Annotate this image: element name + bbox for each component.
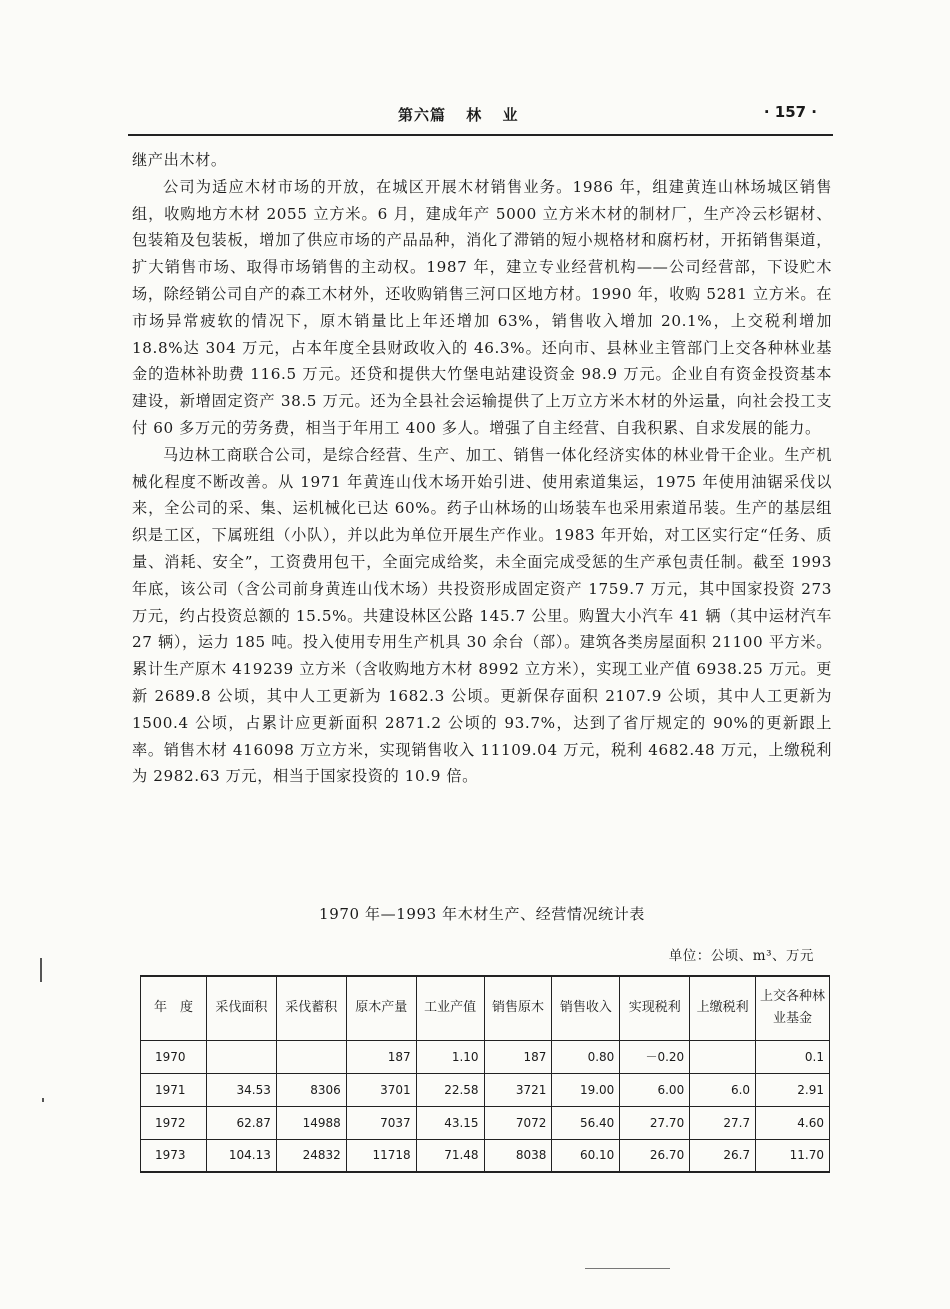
col-header-harvest-volume: 采伐蓄积 — [276, 976, 346, 1040]
cell-sales-revenue: 0.80 — [552, 1040, 620, 1073]
cell-profit-tax: 26.70 — [620, 1139, 690, 1172]
cell-profit-tax: －0.20 — [620, 1040, 690, 1073]
scan-artifact-line — [585, 1268, 670, 1269]
col-header-sales-revenue: 销售收入 — [552, 976, 620, 1040]
page-header — [128, 100, 833, 136]
cell-logs-sold: 187 — [484, 1040, 552, 1073]
cell-harvest-volume: 14988 — [276, 1106, 346, 1139]
cell-industrial-value: 71.48 — [416, 1139, 484, 1172]
paragraph-company-sales: 公司为适应木材市场的开放，在城区开展木材销售业务。1986 年，组建黄连山林场城区销售组，收购地方木材 2055 立方米。6 月，建成年产 5000 立方米木材的制材厂，生产冷云杉锯材、包装箱及包装板，增加了供应市场的产品品种，消化了滞销的短小规格材和腐朽材，开拓销售渠道，扩大销售市场、取得市场销售的主动权。1987 年，建立专业经营机构——公司经营部，下设贮木场，除经销公司自产的森工木材外，还收购销售三河口区地方材。1990 年，收购 5281 立方米。在市场异常疲软的情况下，原木销量比上年还增加 63%，销售收入增加 20.1%，上交税利增加 18.8%达 304 万元，占本年度全县财政收入的 46.3%。还向市、县林业主管部门上交各种林业基金的造林补助费 116.5 万元。还贷和提供大竹堡电站建设资金 98.9 万元。企业自有资金投资基本建设，新增固定资产 38.5 万元。还为全县社会运输提供了上万立方米木材的外运量，向社会投工支付 60 多万元的劳务费，相当于年用工 400 多人。增强了自主经营、自我积累、自求发展的能力。 — [132, 177, 832, 437]
scan-margin-mark — [42, 1098, 44, 1102]
cell-profit-tax: 6.00 — [620, 1073, 690, 1106]
cell-industrial-value: 1.10 — [416, 1040, 484, 1073]
cell-tax-paid: 26.7 — [690, 1139, 756, 1172]
table-row — [141, 1139, 830, 1172]
cell-harvest-area: 34.53 — [206, 1073, 276, 1106]
cell-forestry-fund: 2.91 — [756, 1073, 830, 1106]
body-text — [132, 147, 832, 790]
cell-forestry-fund: 4.60 — [756, 1106, 830, 1139]
table-unit-label: 单位：公顷、m³、万元 — [668, 948, 814, 964]
col-header-logs-sold: 销售原木 — [484, 976, 552, 1040]
col-header-tax-paid: 上缴税利 — [690, 976, 756, 1040]
cell-profit-tax: 27.70 — [620, 1106, 690, 1139]
cell-forestry-fund: 11.70 — [756, 1139, 830, 1172]
chapter-title: 第六篇 林 业 — [398, 106, 519, 124]
paragraph-mabian-company: 马边林工商联合公司，是综合经营、生产、加工、销售一体化经济实体的林业骨干企业。生产机械化程度不断改善。从 1971 年黄连山伐木场开始引进、使用索道集运，1975 年使用油锯采伐以来，全公司的采、集、运机械化已达 60%。药子山林场的山场装车也采用索道吊装。生产的基层组织是工区，下属班组（小队），并以此为单位开展生产作业。1983 年开始，对工区实行定“任务、质量、消耗、安全”，工资费用包干，全面完成给奖，未全面完成受惩的生产承包责任制。截至 1993 年底，该公司（含公司前身黄连山伐木场）共投资形成固定资产 1759.7 万元，其中国家投资 273 万元，约占投资总额的 15.5%。共建设林区公路 145.7 公里。购置大小汽车 41 辆（其中运材汽车 27 辆），运力 185 吨。投入使用专用生产机具 30 余台（部）。建筑各类房屋面积 21100 平方米。累计生产原木 419239 立方米（含收购地方木材 8992 立方米），实现工业产值 6938.25 万元。更新 2689.8 公顷，其中人工更新为 1682.3 公顷。更新保存面积 2107.9 公顷，其中人工更新为 1500.4 公顷，占累计应更新面积 2871.2 公顷的 93.7%，达到了省厅规定的 90%的更新跟上率。销售木材 416098 万立方米，实现销售收入 11109.04 万元，税利 4682.48 万元，上缴税利为 2982.63 万元，相当于国家投资的 10.9 倍。 — [132, 445, 832, 786]
cell-log-output: 7037 — [346, 1106, 416, 1139]
paragraph-continued: 继产出木材。 — [132, 151, 227, 169]
cell-sales-revenue: 56.40 — [552, 1106, 620, 1139]
cell-tax-paid: 27.7 — [690, 1106, 756, 1139]
table-row — [141, 1073, 830, 1106]
cell-forestry-fund: 0.1 — [756, 1040, 830, 1073]
cell-harvest-area: 62.87 — [206, 1106, 276, 1139]
cell-industrial-value: 43.15 — [416, 1106, 484, 1139]
table-row — [141, 1040, 830, 1073]
cell-year: 1970 — [141, 1040, 207, 1073]
cell-year: 1973 — [141, 1139, 207, 1172]
col-header-forestry-fund: 上交各种林业基金 — [756, 976, 830, 1040]
cell-harvest-area — [206, 1040, 276, 1073]
cell-year: 1971 — [141, 1073, 207, 1106]
cell-harvest-volume: 24832 — [276, 1139, 346, 1172]
cell-logs-sold: 7072 — [484, 1106, 552, 1139]
cell-industrial-value: 22.58 — [416, 1073, 484, 1106]
table-row — [141, 1106, 830, 1139]
cell-logs-sold: 8038 — [484, 1139, 552, 1172]
page-number: · 157 · — [763, 103, 817, 121]
cell-harvest-area: 104.13 — [206, 1139, 276, 1172]
cell-tax-paid: 6.0 — [690, 1073, 756, 1106]
cell-year: 1972 — [141, 1106, 207, 1139]
cell-harvest-volume — [276, 1040, 346, 1073]
cell-tax-paid — [690, 1040, 756, 1073]
cell-logs-sold: 3721 — [484, 1073, 552, 1106]
table-header-row — [141, 976, 830, 1040]
cell-log-output: 187 — [346, 1040, 416, 1073]
cell-sales-revenue: 60.10 — [552, 1139, 620, 1172]
cell-log-output: 3701 — [346, 1073, 416, 1106]
cell-sales-revenue: 19.00 — [552, 1073, 620, 1106]
col-header-profit-tax: 实现税利 — [620, 976, 690, 1040]
col-header-harvest-area: 采伐面积 — [206, 976, 276, 1040]
table-title: 1970 年—1993 年木材生产、经营情况统计表 — [319, 905, 645, 923]
col-header-year: 年 度 — [141, 976, 207, 1040]
cell-log-output: 11718 — [346, 1139, 416, 1172]
col-header-log-output: 原木产量 — [346, 976, 416, 1040]
statistics-table — [140, 975, 830, 1173]
col-header-industrial-value: 工业产值 — [416, 976, 484, 1040]
cell-harvest-volume: 8306 — [276, 1073, 346, 1106]
scan-margin-mark — [40, 958, 42, 982]
